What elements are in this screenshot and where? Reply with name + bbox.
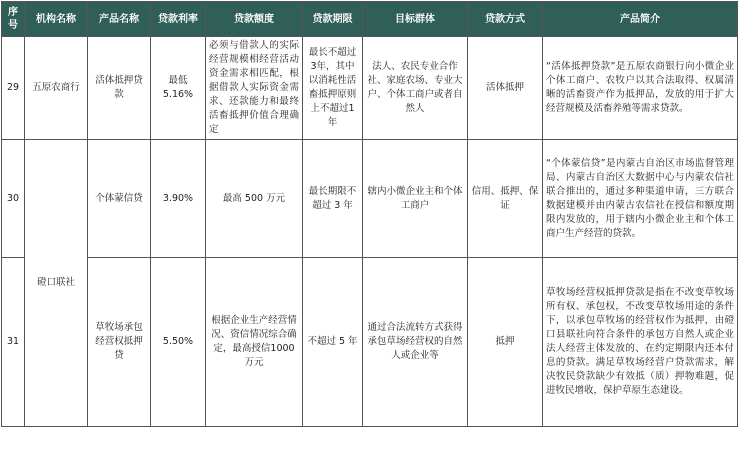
- row-rate: 最低 5.16%: [151, 37, 206, 140]
- row-target: 法人、农民专业合作社、家庭农场、专业大户、个体工商户或者自然人: [363, 37, 468, 140]
- header-seq: 序号: [2, 2, 25, 37]
- row-method: 活体抵押: [468, 37, 543, 140]
- header-org: 机构名称: [25, 2, 88, 37]
- row-rate: 3.90%: [151, 140, 206, 258]
- row-amount: 最高 500 万元: [206, 140, 303, 258]
- row-method: 抵押: [468, 258, 543, 427]
- row-term: 最长不超过3年，其中以消耗性活畜抵押原则上不超过1年: [303, 37, 363, 140]
- header-method: 贷款方式: [468, 2, 543, 37]
- row-intro: 草牧场经营权抵押贷款是指在不改变草牧场所有权、承包权，不改变草牧场用途的条件下，以承包草牧场的经营权作为抵押，由磴口县联社向符合条件的承包方自然人或企业法人经营主体发放的、在约定期限内还本付息的贷款。满足草牧场经营户贷款需求，解决牧民贷款缺少有效抵（质）押物难题，促进牧民增收，保护草原生态建设。: [543, 258, 738, 427]
- row-seq: 29: [2, 37, 25, 140]
- row-product: 活体抵押贷款: [88, 37, 151, 140]
- loan-products-table: [1, 1, 738, 427]
- row-target: 辖内小微企业主和个体工商户: [363, 140, 468, 258]
- header-intro: 产品简介: [543, 2, 738, 37]
- header-rate: 贷款利率: [151, 2, 206, 37]
- header-product: 产品名称: [88, 2, 151, 37]
- row-amount: 根据企业生产经营情况、资信情况综合确定，最高授信1000 万元: [206, 258, 303, 427]
- row-rate: 5.50%: [151, 258, 206, 427]
- row-intro: “活体抵押贷款”是五原农商银行向小微企业个体工商户、农牧户以其合法取得、权属清晰的活畜资产作为抵押品，发放的用于扩大经营规模及活畜养殖等需求贷款。: [543, 37, 738, 140]
- row-product: 草牧场承包经营权抵押贷: [88, 258, 151, 427]
- header-amount: 贷款额度: [206, 2, 303, 37]
- row-product: 个体蒙信贷: [88, 140, 151, 258]
- row-org: 五原农商行: [25, 37, 88, 140]
- header-target: 目标群体: [363, 2, 468, 37]
- table-row: [2, 140, 738, 258]
- row-intro: “个体蒙信贷”是内蒙古自治区市场监督管理局、内蒙古自治区大数据中心与内蒙农信社联合推出的，通过多种渠道申请，三方联合数据建模并由内蒙古农信社在授信和额度期限内发放的，用于辖内小微企业主和个体工商户生产经营的贷款。: [543, 140, 738, 258]
- row-org-merged: 磴口联社: [25, 140, 88, 427]
- row-target: 通过合法流转方式获得承包草场经营权的自然人或企业等: [363, 258, 468, 427]
- row-term: 不超过 5 年: [303, 258, 363, 427]
- table-row: [2, 37, 738, 140]
- row-seq: 30: [2, 140, 25, 258]
- row-seq: 31: [2, 258, 25, 427]
- table-header-row: [2, 2, 738, 37]
- row-term: 最长期限不超过 3 年: [303, 140, 363, 258]
- header-term: 贷款期限: [303, 2, 363, 37]
- table-row: [2, 258, 738, 427]
- row-method: 信用、抵押、保证: [468, 140, 543, 258]
- row-amount: 必须与借款人的实际经营规模相经营活动资金需求相匹配，根据借款人实际资金需求、还款能力和最终活畜抵押价值合理确定: [206, 37, 303, 140]
